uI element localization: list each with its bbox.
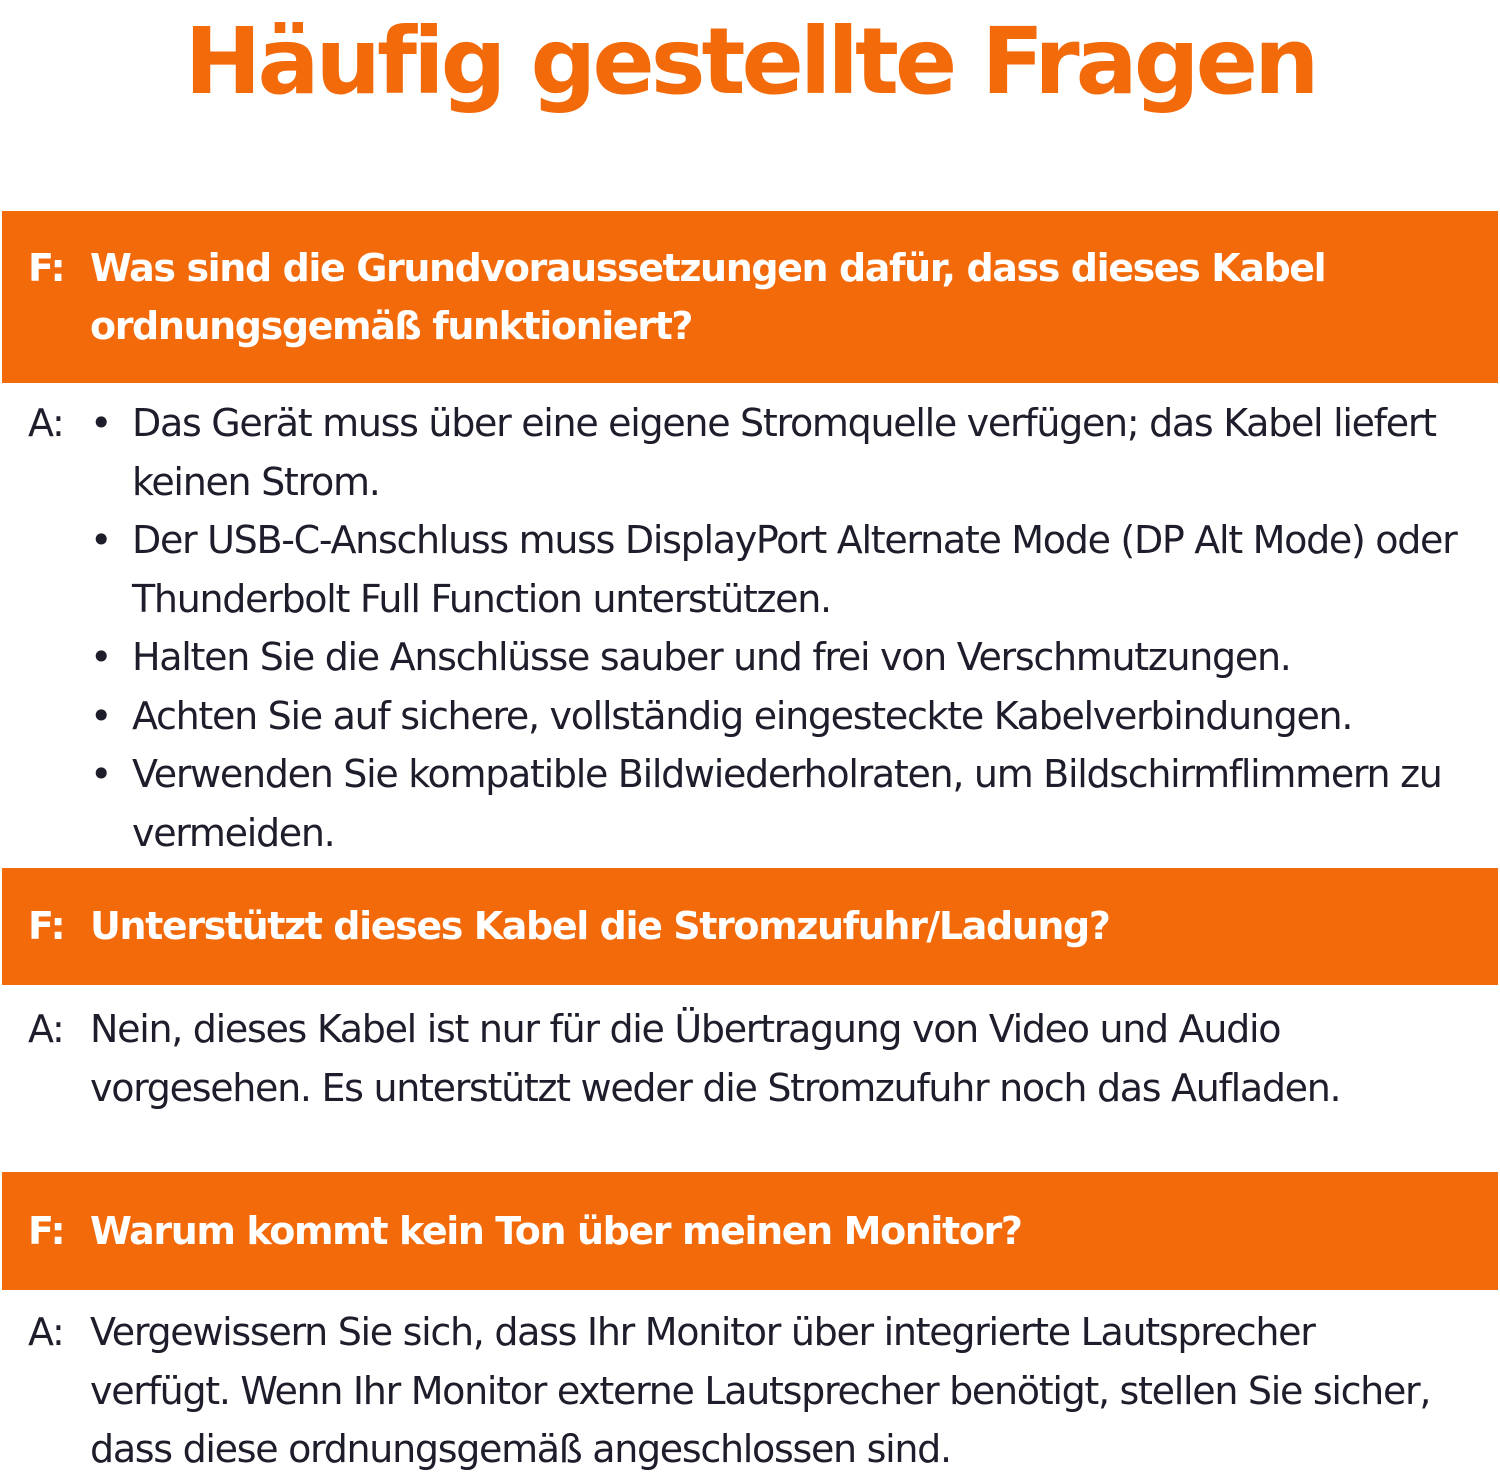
bullet-text: Das Gerät muss über eine eigene Stromquelle verfügen; das Kabel liefert keinen Strom.	[132, 401, 1436, 504]
page-title: Häufig gestellte Fragen	[184, 8, 1316, 115]
answer-bullet-item	[90, 394, 1470, 511]
bullet-marker: •	[90, 693, 112, 738]
answer-prefix: A:	[28, 401, 64, 445]
question-prefix: F:	[28, 246, 65, 290]
answer-bullet-item	[90, 687, 1470, 746]
question-prefix: F:	[28, 904, 65, 948]
bullet-text: Verwenden Sie kompatible Bildwiederholraten, um Bildschirmflimmern zu vermeiden.	[132, 752, 1442, 855]
answer-prefix: A:	[28, 1310, 64, 1354]
bullet-text: Achten Sie auf sichere, vollständig eingesteckte Kabelverbindungen.	[132, 693, 1353, 738]
answer-bullet-item	[90, 511, 1470, 628]
question-text: Warum kommt kein Ton über meinen Monitor?	[90, 1209, 1022, 1253]
answer-bullet-item	[90, 745, 1470, 862]
bullet-text: Halten Sie die Anschlüsse sauber und frei von Verschmutzungen.	[132, 635, 1291, 679]
answer-bullet-list	[90, 394, 1470, 862]
question-prefix: F:	[28, 1209, 65, 1253]
bullet-text: Der USB-C-Anschluss muss DisplayPort Alternate Mode (DP Alt Mode) oder Thunderbolt Full Function unterstützen.	[132, 518, 1457, 621]
faq-question-3	[2, 1172, 1498, 1290]
question-text: Was sind die Grundvoraussetzungen dafür, dass dieses Kabel ordnungsgemäß funktioniert?	[90, 246, 1326, 348]
answer-text: Nein, dieses Kabel ist nur für die Übertragung von Video und Audio vorgesehen. Es unterstützt weder die Stromzufuhr noch das Aufladen.	[90, 1007, 1341, 1110]
question-text: Unterstützt dieses Kabel die Stromzufuhr/Ladung?	[90, 904, 1110, 948]
bullet-marker: •	[90, 752, 112, 796]
bullet-marker: •	[90, 635, 112, 679]
faq-question-1	[2, 211, 1498, 383]
faq-question-2	[2, 868, 1498, 985]
answer-bullet-item	[90, 628, 1470, 687]
bullet-marker: •	[90, 401, 112, 445]
answer-text: Vergewissern Sie sich, dass Ihr Monitor über integrierte Lautsprecher verfügt. Wenn Ihr Monitor externe Lautsprecher benötigt, stellen Sie sicher, dass diese ordnungsgemäß angeschlossen sind.	[90, 1310, 1431, 1471]
bullet-marker: •	[90, 518, 112, 562]
answer-prefix: A:	[28, 1007, 64, 1051]
